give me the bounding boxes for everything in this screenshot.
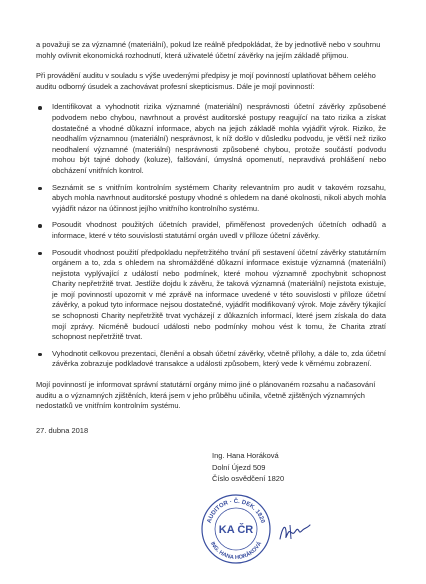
- responsibilities-intro: Při provádění auditu v souladu s výše uvedenými předpisy je mojí povinností uplatňovat během celého auditu odborný úsudek a zachovávat profesní skepticismus. Dále je mojí povinností:: [36, 71, 376, 91]
- svg-text:ING. HANA HORÁKOVÁ: [209, 540, 263, 561]
- list-item: Vyhodnotit celkovou prezentaci, členění a obsah účetní závěrky, včetně přílohy, a dále to, zda účetní závěrka zobrazuje podkladové transakce a události způsobem, který vede k věrnému zobrazení.: [36, 349, 386, 370]
- stamp-area: [200, 493, 310, 563]
- responsibilities-list: [36, 102, 386, 370]
- list-item: Seznámit se s vnitřním kontrolním systémem Charity relevantním pro audit v takovém rozsahu, abych mohla navrhnout auditorské postupy vhodné s ohledem na dané okolnosti, nikoli abych mohla vyjádřit názor na účinnost jejího vnitřního kontrolního systému.: [36, 183, 386, 215]
- document-date: 27. dubna 2018: [36, 425, 89, 435]
- handwritten-signature-icon: [278, 521, 312, 543]
- stamp-bottom-text: ING. HANA HORÁKOVÁ: [208, 540, 264, 562]
- list-item: Posoudit vhodnost použitých účetních pravidel, přiměřenost provedených účetních odhadů a informace, které v této souvislosti statutární orgán uvedl v příloze účetní závěrky.: [36, 220, 386, 241]
- signature-block: [212, 450, 386, 485]
- stamp-top-text: AUDITOR · Č. DEK. 1820: [206, 498, 266, 524]
- intro-paragraph: a považuji se za významné (materiální), pokud lze reálně předpokládat, že by jednotlivě nebo v souhrnu mohly ovlivnit ekonomická rozhodnutí, která uživatelé účetní závěrky na jejím základě přijmou.: [36, 40, 381, 60]
- auditor-name: Ing. Hana Horáková: [212, 451, 279, 461]
- list-item: Identifikovat a vyhodnotit rizika významné (materiální) nesprávnosti účetní závěrky způsobené podvodem nebo chybou, navrhnout a provést auditorské postupy reagující na tato rizika a získat dostatečné a vhodné důkazní informace, abych na jejich základě mohla vyjádřit výrok. Riziko, že neodhalím významnou (materiální) nesprávnost, k níž došlo v důsledku podvodu, je větší než riziko neodhalení významné (materiální) nesprávnosti způsobené chybou, protože součástí podvodu mohou být tajné dohody (koluze), falšování, úmyslná opomenutí, nepravdivá prohlášení nebo obcházení vnitřních kontrol.: [36, 102, 386, 176]
- stamp-center-text: KA ČR: [218, 524, 254, 536]
- communication-paragraph: Mojí povinností je informovat správní statutární orgány mimo jiné o plánovaném rozsahu a načasování auditu a o významných zjištěních, která jsem v jeho průběhu učinila, včetně zjištěných významných nedostatků ve vnitřním kontrolním systému.: [36, 380, 376, 411]
- auditor-stamp-icon: [200, 493, 272, 565]
- list-item: Posoudit vhodnost použití předpokladu nepřetržitého trvání při sestavení účetní závěrky statutárním orgánem a to, zda s ohledem na shromážděné důkazní informace existuje významná (materiální) nejistota vyplývající z událostí nebo podmínek, které mohou významně zpochybnit schopnost Charity nepřetržitě trvat. Jestliže dojdu k závěru, že taková významná (materiální) nejistota existuje, je mojí povinností upozornit v mé zprávě na informace uvedené v této souvislosti v příloze účetní závěrky, a pokud tyto informace nejsou dostatečné, vyjádřit modifikovaný výrok. Moje závěry týkající se schopnosti Charity nepřetržitě trvat vycházejí z důkazních informací, které jsem získala do data mojí zprávy. Nicméně budoucí události nebo podmínky mohou vést k tomu, že Charita ztratí schopnost nepřetržitě trvat.: [36, 248, 386, 343]
- auditor-certificate: Číslo osvědčení 1820: [212, 474, 285, 484]
- auditor-address: Dolní Újezd 509: [212, 462, 266, 472]
